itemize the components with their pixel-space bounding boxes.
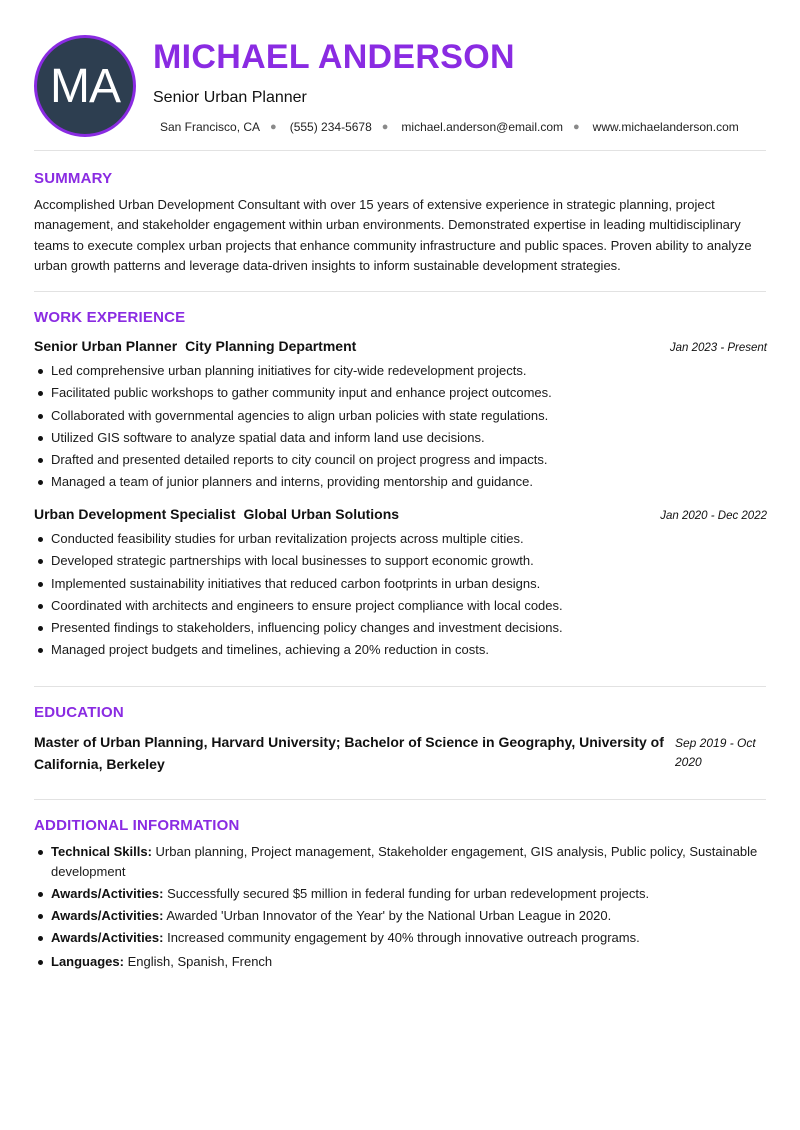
job-header xyxy=(34,338,767,354)
list-item-languages xyxy=(34,952,767,972)
job-company: Global Urban Solutions xyxy=(243,506,400,522)
job-company: City Planning Department xyxy=(185,338,357,354)
job-header xyxy=(34,506,767,522)
language: , Spanish xyxy=(170,954,224,969)
list-item xyxy=(34,842,767,881)
education-dates: Sep 2019 - Oct 2020 xyxy=(675,736,756,769)
divider xyxy=(34,291,766,292)
job-role-line xyxy=(34,338,356,354)
language: , French xyxy=(224,954,272,969)
summary-text: Accomplished Urban Development Consultant with over 15 years of extensive experience in strategic planning, project management, and stakeholder engagement within urban environments. Demonstrated expertise in leading multidisciplinary teams to execute complex urban projects that enhance community infrastructure and public spaces. Proven ability to analyze urban growth patterns and leverage data-driven insights to inform sustainable development strategies. xyxy=(34,197,752,273)
contact-email[interactable]: michael.anderson@email.com xyxy=(401,120,564,134)
list-item: Coordinated with architects and engineers to ensure project compliance with local codes. xyxy=(34,595,767,617)
divider xyxy=(34,150,766,151)
list-item xyxy=(34,906,767,926)
section-heading-summary: SUMMARY xyxy=(34,170,113,187)
contact-location: San Francisco, CA xyxy=(160,120,261,134)
list-item: Utilized GIS software to analyze spatial data and inform land use decisions. xyxy=(34,427,767,449)
education-entry xyxy=(34,731,767,775)
item-label: Languages: xyxy=(51,954,124,970)
job-dates: Jan 2023 - Present xyxy=(669,342,767,354)
contact-website[interactable]: www.michaelanderson.com xyxy=(592,120,739,134)
job-role: Senior Urban Planner xyxy=(34,338,178,354)
candidate-title: Senior Urban Planner xyxy=(153,89,307,106)
education-degree: Master of Urban Planning, Harvard University; Bachelor of Science in Geography, University of California, Berkeley xyxy=(34,734,664,772)
list-item: Collaborated with governmental agencies to align urban policies with state regulations. xyxy=(34,405,767,427)
separator-dot-icon: ● xyxy=(270,121,277,133)
item-text: Awarded 'Urban Innovator of the Year' by the National Urban League in 2020. xyxy=(166,907,612,923)
avatar-initials: MA xyxy=(50,59,120,113)
list-item: Developed strategic partnerships with local businesses to support economic growth. xyxy=(34,550,767,572)
list-item: Managed a team of junior planners and interns, providing mentorship and guidance. xyxy=(34,471,767,493)
list-item: Implemented sustainability initiatives that reduced carbon footprints in urban designs. xyxy=(34,573,767,595)
contact-phone: (555) 234-5678 xyxy=(289,120,372,134)
list-item: Drafted and presented detailed reports to city council on project progress and impacts. xyxy=(34,449,767,471)
divider xyxy=(34,799,766,800)
list-item: Managed project budgets and timelines, achieving a 20% reduction in costs. xyxy=(34,639,767,661)
job-bullet-list xyxy=(34,360,767,494)
candidate-name: MICHAEL ANDERSON xyxy=(153,38,515,76)
item-label: Awards/Activities: xyxy=(51,885,164,901)
job-role: Urban Development Specialist xyxy=(34,506,236,522)
list-item: Led comprehensive urban planning initiatives for city-wide redevelopment projects. xyxy=(34,360,767,382)
additional-info-list xyxy=(34,842,767,974)
divider xyxy=(34,686,766,687)
list-item: Conducted feasibility studies for urban revitalization projects across multiple cities. xyxy=(34,528,767,550)
item-label: Awards/Activities: xyxy=(51,929,164,945)
separator-dot-icon: ● xyxy=(381,121,389,133)
item-text: Successfully secured $5 million in federal funding for urban redevelopment projects. xyxy=(167,885,650,901)
item-label: Awards/Activities: xyxy=(51,907,164,923)
item-label: Technical Skills: xyxy=(51,844,152,859)
job-dates: Jan 2020 - Dec 2022 xyxy=(660,510,767,522)
list-item xyxy=(34,884,767,904)
avatar xyxy=(34,35,136,137)
list-item: Presented findings to stakeholders, influencing policy changes and investment decisions. xyxy=(34,617,767,639)
item-text: Increased community engagement by 40% through innovative outreach programs. xyxy=(167,929,640,945)
list-item: Facilitated public workshops to gather community input and enhance project outcomes. xyxy=(34,382,767,404)
contact-bar xyxy=(160,120,739,134)
separator-dot-icon: ● xyxy=(573,121,580,133)
language: English xyxy=(127,954,171,970)
section-heading-additional: ADDITIONAL INFORMATION xyxy=(34,817,240,834)
item-text: Urban planning, Project management, Stakeholder engagement, GIS analysis, Public policy, Sustainable development xyxy=(51,844,758,879)
job-bullet-list xyxy=(34,528,767,662)
job-role-line xyxy=(34,506,399,522)
section-heading-experience: WORK EXPERIENCE xyxy=(34,309,186,326)
list-item xyxy=(34,928,767,948)
section-heading-education: EDUCATION xyxy=(34,704,124,721)
